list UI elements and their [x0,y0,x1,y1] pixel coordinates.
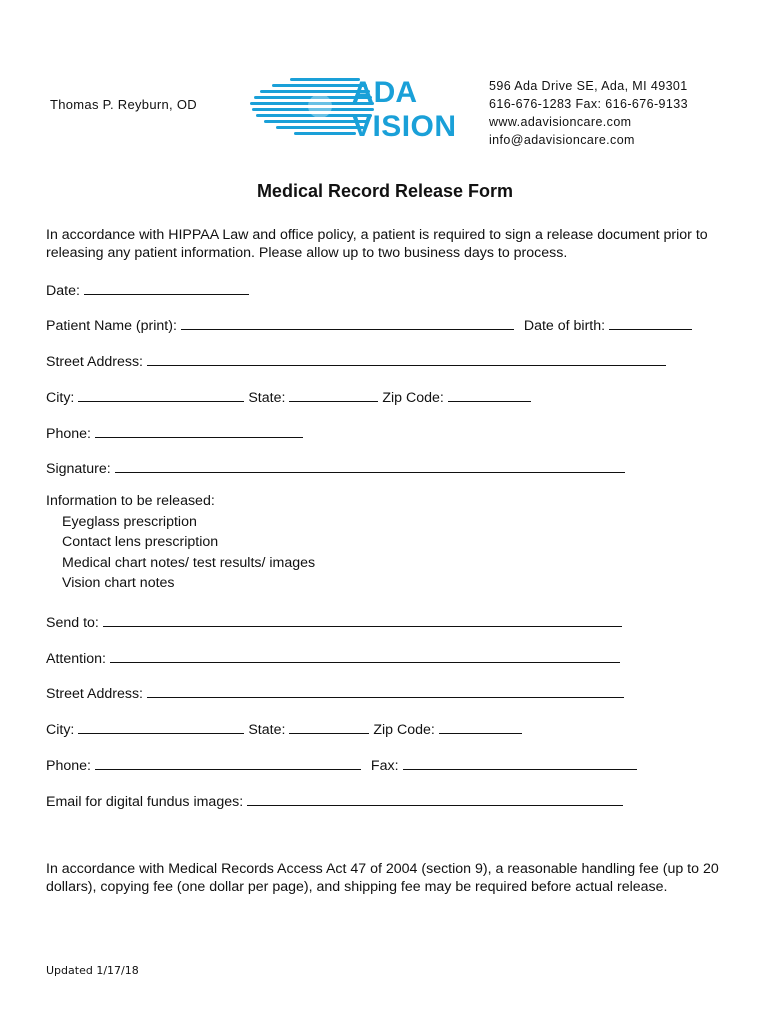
patient-phone-field[interactable] [95,423,303,438]
info-item-chart-notes: Medical chart notes/ test results/ images [62,554,316,571]
patient-state-field[interactable] [289,387,378,402]
recipient-zip-field[interactable] [439,719,522,734]
recipient-city-row [46,719,522,738]
patient-city-label: City: [46,390,75,406]
dob-field[interactable] [609,315,692,330]
email-field[interactable] [247,791,623,806]
signature-label: Signature: [46,461,111,477]
signature-row [46,458,625,477]
patient-city-field[interactable] [78,387,244,402]
send-to-field[interactable] [103,612,622,627]
date-row [46,280,249,299]
recipient-street-label: Street Address: [46,686,143,702]
date-label: Date: [46,283,80,299]
patient-street-field[interactable] [147,351,666,366]
recipient-state-field[interactable] [289,719,369,734]
address-street: 596 Ada Drive SE, Ada, MI 49301 [489,79,688,93]
address-website: www.adavisioncare.com [489,115,632,129]
patient-state-label: State: [248,390,286,406]
attention-field[interactable] [110,648,620,663]
recipient-street-row [46,683,624,702]
recipient-city-label: City: [46,722,75,738]
info-item-eyeglass: Eyeglass prescription [62,514,197,530]
email-label: Email for digital fundus images: [46,794,244,810]
logo-pupil [308,94,332,118]
info-label: Information to be released: [46,493,215,509]
patient-street-row [46,351,666,370]
info-item-contact-lens: Contact lens prescription [62,534,219,551]
page-title: Medical Record Release Form [256,181,514,201]
recipient-phone-row [46,755,637,774]
attention-row [46,648,620,667]
date-field[interactable] [84,280,249,295]
recipient-zip-label: Zip Code: [373,722,435,738]
recipient-phone-label: Phone: [46,758,91,774]
signature-field[interactable] [115,458,625,473]
doctor-name: Thomas P. Reyburn, OD [50,97,197,112]
email-row [46,791,623,810]
send-to-label: Send to: [46,615,99,631]
ada-vision-logo [250,72,460,142]
recipient-fax-field[interactable] [403,755,637,770]
attention-label: Attention: [46,651,106,667]
recipient-street-field[interactable] [147,683,624,698]
address-email: info@adavisioncare.com [489,133,635,147]
patient-name-field[interactable] [181,315,514,330]
send-to-row [46,612,622,631]
address-phone-fax: 616-676-1283 Fax: 616-676-9133 [489,97,688,111]
dob-label: Date of birth: [523,318,606,334]
recipient-city-field[interactable] [78,719,244,734]
recipient-phone-field[interactable] [95,755,361,770]
logo-text-vision: VISION [352,110,456,142]
clinic-address [489,77,688,149]
patient-phone-label: Phone: [46,426,91,442]
updated-date: Updated 1/17/18 [46,964,139,977]
recipient-fax-label: Fax: [370,758,399,774]
info-item-vision-chart: Vision chart notes [62,574,175,591]
patient-phone-row [46,423,303,442]
recipient-state-label: State: [248,722,286,738]
patient-name-row [46,315,692,334]
info-list [62,512,315,593]
logo-text-ada: ADA [352,76,417,109]
fee-paragraph: In accordance with Medical Records Access Act 47 of 2004 (section 9), a reasonable handling fee (up to 20 dollars), copying fee (one dollar per page), and shipping fee may be required before actual release. [46,861,719,895]
patient-zip-field[interactable] [448,387,531,402]
patient-street-label: Street Address: [46,354,143,370]
intro-paragraph: In accordance with HIPPAA Law and office policy, a patient is required to sign a release document prior to releasing any patient information. Please allow up to two business days to process. [46,227,708,261]
patient-zip-label: Zip Code: [382,390,444,406]
patient-city-row [46,387,531,406]
patient-name-label: Patient Name (print): [46,318,177,334]
